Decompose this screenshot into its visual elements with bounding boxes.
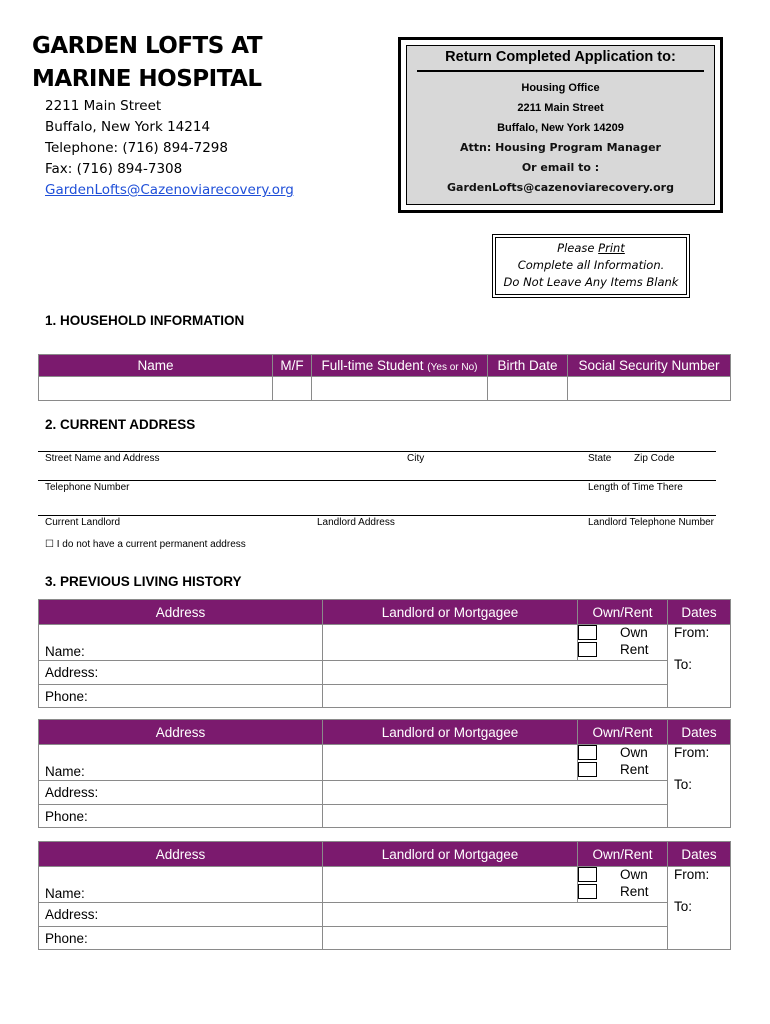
hist3-rent-label: Rent (620, 884, 649, 899)
col-ssn: Social Security Number (568, 355, 731, 377)
household-ssn-field[interactable] (568, 377, 731, 401)
hist2-name-label: Name: (45, 764, 85, 779)
return-street: 2211 Main Street (517, 102, 604, 114)
hist1-col-dates: Dates (668, 600, 731, 625)
hist2-dates-cell[interactable] (668, 745, 731, 828)
telephone-label: Telephone Number (45, 482, 130, 493)
return-office: Housing Office (521, 82, 600, 94)
landlord-label: Current Landlord (45, 517, 121, 528)
org-fax: Fax: (716) 894-7308 (45, 161, 183, 177)
hist1-phone-extra[interactable] (323, 685, 668, 708)
hist3-own-checkbox[interactable] (578, 867, 597, 882)
hist2-col-landlord: Landlord or Mortgagee (323, 720, 578, 745)
hist2-own-checkbox[interactable] (578, 745, 597, 760)
household-student-field[interactable] (312, 377, 488, 401)
hist3-dates-cell[interactable] (668, 867, 731, 950)
return-or-email: Or email to : (521, 161, 600, 174)
hist3-to-label: To: (674, 899, 693, 914)
household-table (38, 354, 731, 401)
return-divider (417, 70, 704, 72)
hist1-rent-label: Rent (620, 642, 649, 657)
hist2-rent-label: Rent (620, 762, 649, 777)
hist2-to-label: To: (674, 777, 693, 792)
hist3-landlord-field[interactable] (323, 867, 578, 903)
return-application-box (398, 37, 723, 213)
hist2-from-label: From: (674, 745, 710, 760)
return-city: Buffalo, New York 14209 (497, 122, 624, 134)
hist2-phone-field[interactable] (39, 805, 323, 828)
hist3-col-address: Address (39, 842, 323, 867)
no-address-row (45, 539, 246, 550)
hist3-col-dates: Dates (668, 842, 731, 867)
org-title-line1: GARDEN LOFTS AT (32, 33, 263, 59)
hist1-name-label: Name: (45, 644, 85, 659)
instructions-please: Please (557, 241, 595, 255)
length-label: Length of Time There (588, 482, 683, 493)
hist3-landlord-extra[interactable] (323, 903, 668, 927)
hist3-name-label: Name: (45, 886, 85, 901)
hist3-from-label: From: (674, 867, 710, 882)
hist1-address-label: Address: (45, 665, 99, 680)
hist2-ownrent-cell (578, 745, 668, 781)
hist2-own-label: Own (620, 745, 648, 760)
hist2-phone-extra[interactable] (323, 805, 668, 828)
org-contact (45, 96, 294, 201)
history-table-2 (38, 719, 731, 828)
section2-title: 2. CURRENT ADDRESS (45, 417, 196, 432)
hist3-phone-label: Phone: (45, 930, 88, 946)
org-email-link[interactable]: GardenLofts@Cazenoviarecovery.org (45, 182, 294, 198)
street-label: Street Name and Address (45, 453, 160, 464)
landlord-phone-label: Landlord Telephone Number (588, 517, 715, 528)
hist2-col-ownrent: Own/Rent (578, 720, 668, 745)
household-mf-field[interactable] (273, 377, 312, 401)
landlord-line[interactable] (38, 515, 716, 516)
instructions-print: Print (598, 241, 625, 255)
instructions-line2: Complete all Information. (517, 258, 665, 272)
hist2-name-field[interactable] (39, 745, 323, 781)
hist1-from-label: From: (674, 625, 710, 640)
household-name-field[interactable] (39, 377, 273, 401)
hist1-ownrent-cell (578, 625, 668, 661)
hist2-rent-checkbox[interactable] (578, 762, 597, 777)
no-address-checkbox[interactable]: ☐ (45, 539, 54, 550)
col-name: Name (39, 355, 273, 377)
hist2-phone-label: Phone: (45, 808, 88, 824)
hist1-address-field[interactable] (39, 661, 323, 685)
hist1-col-ownrent: Own/Rent (578, 600, 668, 625)
hist2-landlord-field[interactable] (323, 745, 578, 781)
hist3-name-field[interactable] (39, 867, 323, 903)
org-address: 2211 Main Street (45, 98, 162, 114)
col-student-hint: (Yes or No) (427, 362, 478, 373)
section1-title: 1. HOUSEHOLD INFORMATION (45, 313, 245, 328)
return-attn: Attn: Housing Program Manager (460, 141, 661, 154)
hist1-to-label: To: (674, 657, 693, 672)
hist3-rent-checkbox[interactable] (578, 884, 597, 899)
telephone-line[interactable] (38, 480, 716, 481)
hist1-own-checkbox[interactable] (578, 625, 597, 640)
hist3-col-landlord: Landlord or Mortgagee (323, 842, 578, 867)
org-title (32, 30, 262, 96)
hist2-address-label: Address: (45, 785, 99, 800)
col-birth-date: Birth Date (488, 355, 568, 377)
instructions-box (492, 234, 690, 298)
hist3-own-label: Own (620, 867, 648, 882)
org-telephone: Telephone: (716) 894-7298 (45, 140, 228, 156)
org-title-line2: MARINE HOSPITAL (32, 66, 262, 92)
zip-label: Zip Code (634, 453, 675, 464)
history-table-1 (38, 599, 731, 708)
hist3-address-label: Address: (45, 907, 99, 922)
hist2-landlord-extra[interactable] (323, 781, 668, 805)
col-student: Full-time Student (Yes or No) (312, 355, 488, 377)
section3-title: 3. PREVIOUS LIVING HISTORY (45, 574, 242, 589)
landlord-address-label: Landlord Address (317, 517, 395, 528)
hist2-col-address: Address (39, 720, 323, 745)
hist1-landlord-field[interactable] (323, 625, 578, 661)
hist3-phone-extra[interactable] (323, 927, 668, 950)
hist2-col-dates: Dates (668, 720, 731, 745)
col-mf: M/F (273, 355, 312, 377)
hist1-name-field[interactable] (39, 625, 323, 661)
hist1-dates-cell[interactable] (668, 625, 731, 708)
household-birth-field[interactable] (488, 377, 568, 401)
return-heading: Return Completed Application to: (445, 49, 676, 65)
hist1-landlord-extra[interactable] (323, 661, 668, 685)
hist1-col-landlord: Landlord or Mortgagee (323, 600, 578, 625)
hist1-own-label: Own (620, 625, 648, 640)
hist1-phone-field[interactable] (39, 685, 323, 708)
hist3-address-field[interactable] (39, 903, 323, 927)
state-label: State (588, 453, 612, 464)
org-city: Buffalo, New York 14214 (45, 119, 211, 135)
hist1-rent-checkbox[interactable] (578, 642, 597, 657)
return-email: GardenLofts@cazenoviarecovery.org (447, 181, 674, 194)
instructions-line3: Do Not Leave Any Items Blank (503, 275, 679, 289)
city-label: City (407, 453, 425, 464)
hist3-phone-field[interactable] (39, 927, 323, 950)
hist1-phone-label: Phone: (45, 688, 88, 704)
hist3-col-ownrent: Own/Rent (578, 842, 668, 867)
hist2-address-field[interactable] (39, 781, 323, 805)
street-line[interactable] (38, 451, 716, 452)
no-address-label: I do not have a current permanent address (53, 539, 246, 550)
history-table-3 (38, 841, 731, 950)
hist3-ownrent-cell (578, 867, 668, 903)
hist1-col-address: Address (39, 600, 323, 625)
